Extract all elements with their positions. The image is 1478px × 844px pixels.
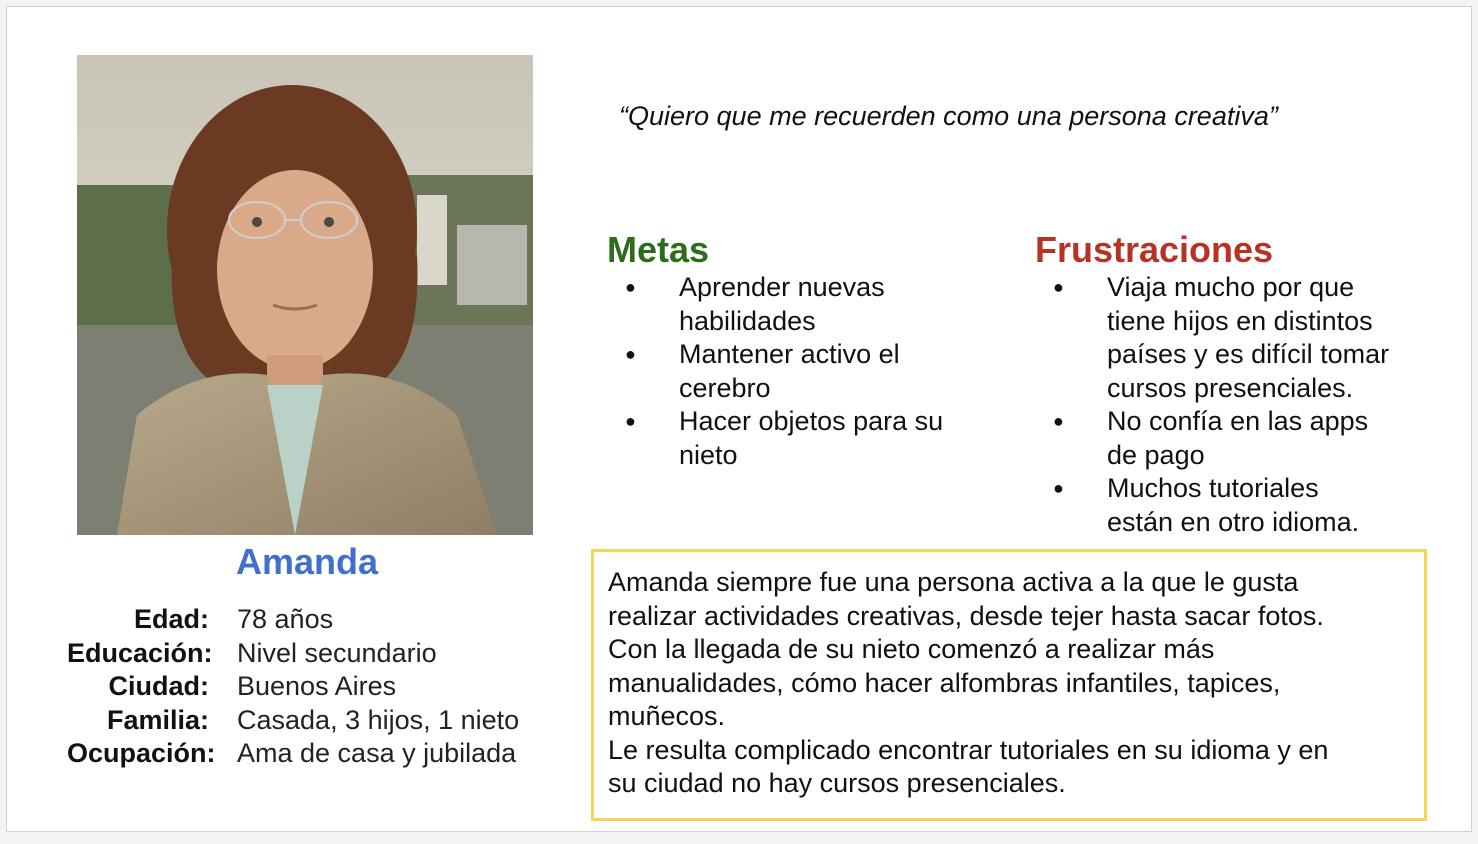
persona-photo <box>77 55 533 535</box>
bullet-icon: ● <box>625 344 636 364</box>
goals-item-line: cerebro <box>679 372 771 403</box>
frustrations-item <box>1035 271 1425 405</box>
frustrations-item-line: cursos presenciales. <box>1107 372 1354 403</box>
detail-value: Casada, 3 hijos, 1 nieto <box>237 704 520 735</box>
goals-section <box>607 229 987 472</box>
goals-item-line: nieto <box>679 439 738 470</box>
story-line: realizar actividades creativas, desde tejer hasta sacar fotos. <box>608 600 1324 631</box>
goals-item <box>607 338 987 405</box>
goals-item <box>607 405 987 472</box>
detail-label: Educación: <box>67 637 213 668</box>
bullet-icon: ● <box>1053 478 1064 498</box>
frustrations-heading: Frustraciones <box>1035 229 1274 270</box>
bullet-icon: ● <box>625 277 636 297</box>
frustrations-item-line: de pago <box>1107 439 1205 470</box>
story-line: Con la llegada de su nieto comenzó a realizar más <box>608 634 1215 664</box>
goals-item-line: Hacer objetos para su <box>679 406 944 436</box>
detail-value: 78 años <box>237 604 334 635</box>
bullet-icon: ● <box>1053 411 1064 431</box>
detail-row <box>67 670 567 704</box>
frustrations-item-line: No confía en las apps <box>1107 406 1369 436</box>
story-line: manualidades, cómo hacer alfombras infantiles, tapices, <box>608 667 1281 698</box>
detail-value: Ama de casa y jubilada <box>237 738 517 769</box>
frustrations-item <box>1035 472 1425 539</box>
detail-row <box>67 637 567 671</box>
frustrations-item-line: Viaja mucho por que <box>1107 272 1355 302</box>
frustrations-item <box>1035 405 1425 472</box>
bullet-icon: ● <box>625 411 636 431</box>
persona-name: Amanda <box>235 541 379 582</box>
detail-label: Familia: <box>106 704 209 735</box>
persona-slide <box>6 6 1472 832</box>
goals-list <box>607 271 987 472</box>
goals-item-line: Mantener activo el <box>679 339 900 369</box>
detail-label: Ciudad: <box>108 671 209 702</box>
detail-value: Nivel secundario <box>237 637 437 668</box>
frustrations-item-line: están en otro idioma. <box>1107 506 1360 537</box>
detail-label: Edad: <box>133 604 209 635</box>
story-line: muñecos. <box>608 701 726 731</box>
detail-label: Ocupación: <box>67 738 216 769</box>
persona-story-box <box>591 549 1427 821</box>
frustrations-item-line: países y es difícil tomar <box>1107 339 1390 369</box>
frustrations-list <box>1035 271 1425 539</box>
story-line: su ciudad no hay cursos presenciales. <box>608 768 1066 798</box>
detail-row <box>67 704 567 738</box>
goals-heading: Metas <box>607 229 710 270</box>
story-line: Le resulta complicado encontrar tutoriales en su idioma y en <box>608 734 1329 765</box>
frustrations-item-line: Muchos tutoriales <box>1107 473 1319 503</box>
bullet-icon: ● <box>1053 277 1064 297</box>
goals-item <box>607 271 987 338</box>
frustrations-item-line: tiene hijos en distintos <box>1107 305 1373 336</box>
story-line: Amanda siempre fue una persona activa a la que le gusta <box>608 567 1299 597</box>
frustrations-section <box>1035 229 1425 539</box>
goals-item-line: habilidades <box>679 305 816 336</box>
detail-value: Buenos Aires <box>237 671 397 702</box>
goals-item-line: Aprender nuevas <box>679 272 885 302</box>
persona-quote: “Quiero que me recuerden como una persona creativa” <box>619 101 1278 131</box>
persona-details <box>67 603 567 771</box>
detail-row <box>67 603 567 637</box>
detail-row <box>67 737 567 771</box>
